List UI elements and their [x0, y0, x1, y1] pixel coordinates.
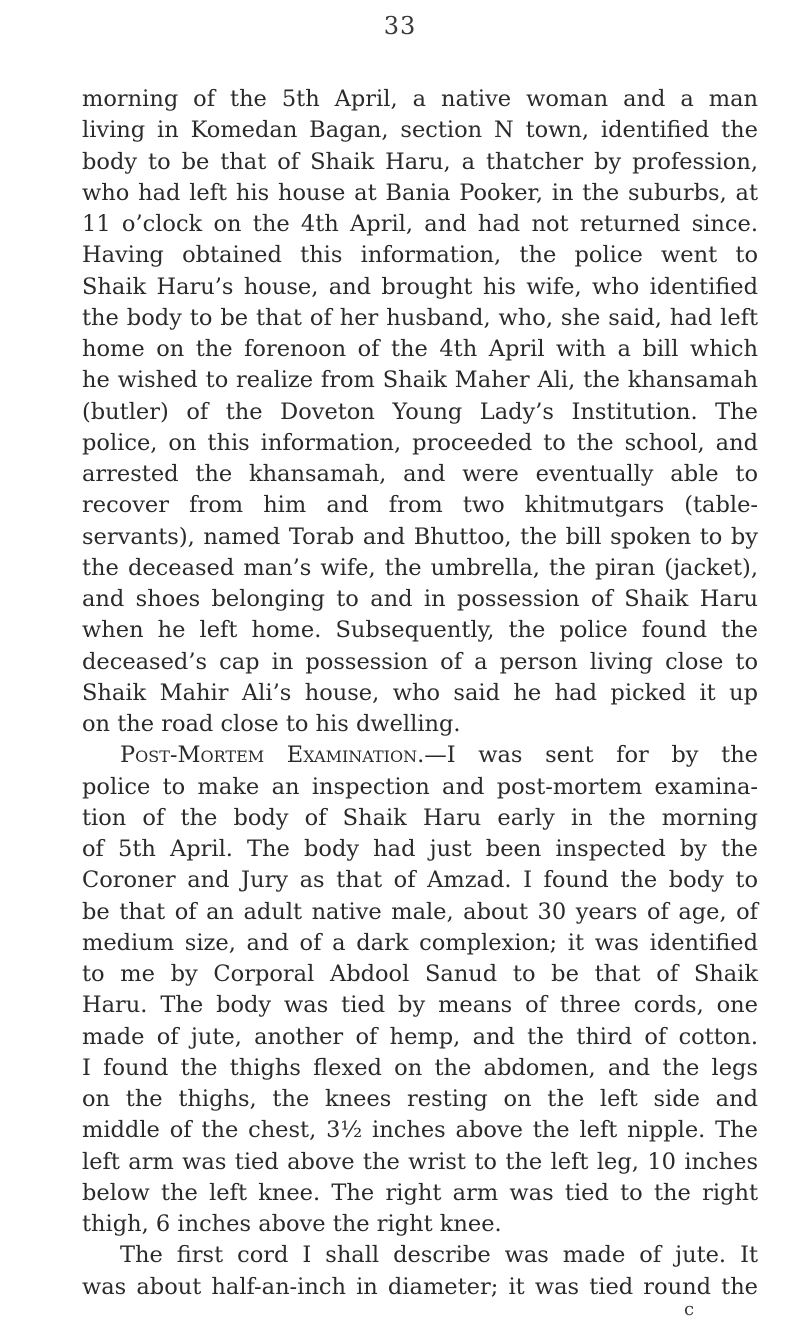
- text-line: recover from him and from two khitmutgars (table-: [82, 492, 758, 519]
- text-line: deceased’s cap in possession of a person living close to: [82, 648, 758, 675]
- text-line: tion of the body of Shaik Haru early in the morning: [82, 804, 758, 831]
- text-line: thigh, 6 inches above the right knee.: [82, 1211, 502, 1237]
- text-line: who had left his house at Bania Pooker, in the suburbs, at: [82, 179, 758, 206]
- text-line: I found the thighs flexed on the abdomen, and the legs: [82, 1054, 758, 1081]
- text-line: was about half-an-inch in diameter; it was tied round the: [82, 1273, 758, 1300]
- text-line: (butler) of the Doveton Young Lady’s Institution. The: [82, 398, 758, 425]
- text-line: left arm was tied above the wrist to the left leg, 10 inches: [82, 1148, 758, 1175]
- text-line: the deceased man’s wife, the umbrella, the piran (jacket),: [82, 554, 758, 581]
- text-line: the body to be that of her husband, who, she said, had left: [82, 304, 758, 331]
- text-line: body to be that of Shaik Haru, a thatcher by profession,: [82, 148, 758, 175]
- text-line: when he left home. Subsequently, the police found the: [82, 617, 758, 644]
- page-number: 33: [383, 12, 417, 40]
- text-line: arrested the khansamah, and were eventually able to: [82, 461, 758, 487]
- signature-mark: c: [684, 1299, 695, 1320]
- text-line: below the left knee. The right arm was tied to the right: [82, 1179, 758, 1206]
- body-text: [82, 84, 758, 1303]
- text-line: he wished to realize from Shaik Maher Ali, the khansamah: [82, 367, 758, 394]
- text-line: Shaik Haru’s house, and brought his wife, who identified: [82, 273, 758, 300]
- text-line: 11 o’clock on the 4th April, and had not returned since.: [82, 211, 758, 237]
- text-line: servants), named Torab and Bhuttoo, the bill spoken to by: [82, 523, 758, 550]
- section-heading: Post-Mortem Examination.: [120, 742, 425, 769]
- text-line-rest: —I was sent for by the: [424, 742, 758, 769]
- text-line: Haru. The body was tied by means of three cords, one: [82, 992, 758, 1019]
- text-line: morning of the 5th April, a native woman and a man: [82, 86, 758, 112]
- text-line: to me by Corporal Abdool Sanud to be that of Shaik: [82, 961, 758, 987]
- text-line: police, on this information, proceeded to the school, and: [82, 429, 758, 456]
- text-line: made of jute, another of hemp, and the third of cotton.: [82, 1023, 758, 1050]
- text-line: living in Komedan Bagan, section N town, identified the: [82, 117, 758, 144]
- text-line: Shaik Mahir Ali’s house, who said he had picked it up: [82, 679, 758, 706]
- text-line: The first cord I shall describe was made of jute. It: [120, 1242, 758, 1269]
- text-line-with-heading: [82, 740, 758, 771]
- text-line: Coroner and Jury as that of Amzad. I found the body to: [82, 867, 758, 894]
- text-line: on the road close to his dwelling.: [82, 711, 461, 737]
- text-line: home on the forenoon of the 4th April with a bill which: [82, 336, 758, 362]
- text-line: middle of the chest, 3½ inches above the left nipple. The: [82, 1117, 758, 1144]
- text-line: and shoes belonging to and in possession of Shaik Haru: [82, 586, 758, 612]
- text-line: police to make an inspection and post-mortem examina-: [82, 773, 758, 800]
- text-line: medium size, and of a dark complexion; it was identified: [82, 929, 758, 956]
- text-line: be that of an adult native male, about 30 years of age, of: [82, 898, 758, 925]
- text-line: Having obtained this information, the police went to: [82, 242, 758, 269]
- text-line: on the thighs, the knees resting on the left side and: [82, 1086, 758, 1112]
- text-line: of 5th April. The body had just been inspected by the: [82, 836, 758, 862]
